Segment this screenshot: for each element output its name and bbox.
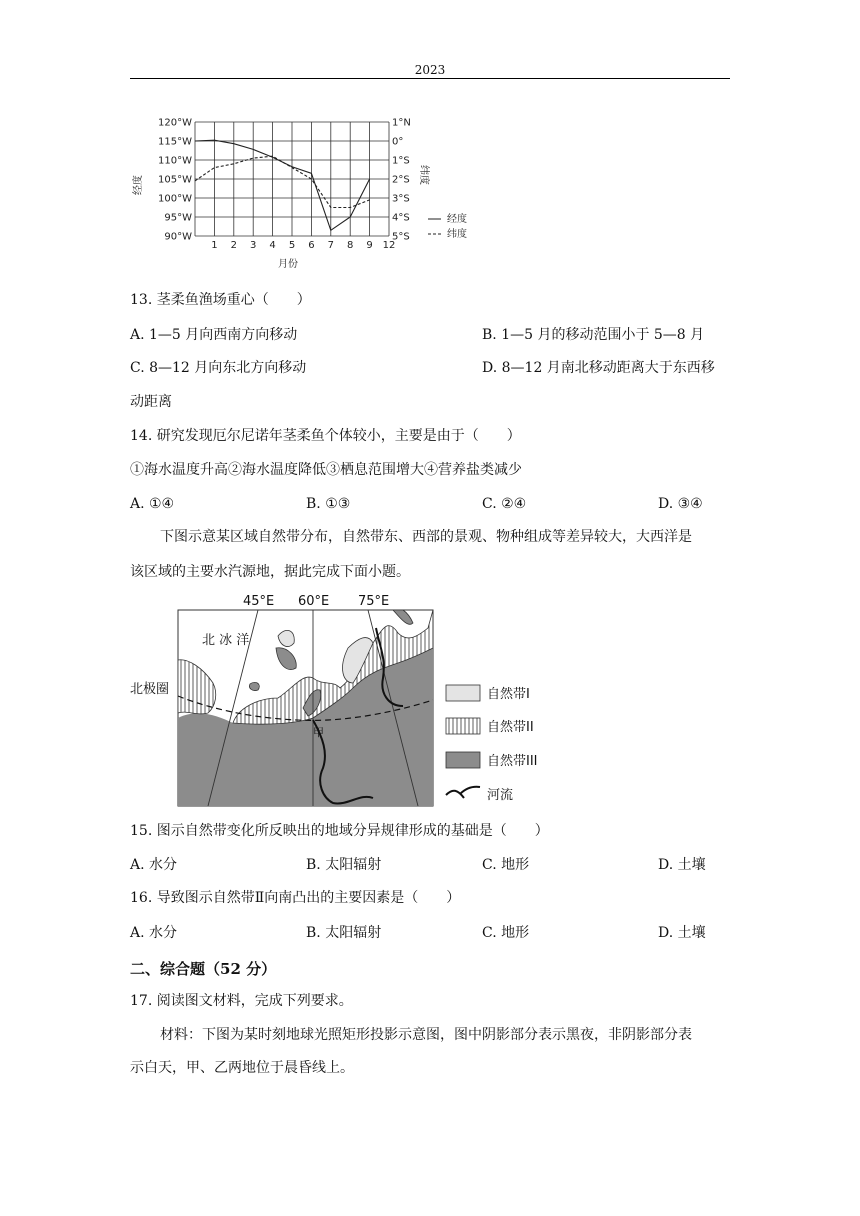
- q16-option-b: B. 太阳辐射: [306, 925, 382, 941]
- chart-y-tick-right: 5°S: [392, 231, 410, 243]
- map-arctic-circle-label: 北极圈: [130, 682, 170, 697]
- intro-line-1: 下图示意某区域自然带分布，自然带东、西部的景观、物种组成等差异较大，大西洋是: [160, 529, 692, 545]
- chart-x-tick: 2: [230, 240, 237, 251]
- intro-line-2: 该区域的主要水汽源地，据此完成下面小题。: [130, 564, 410, 580]
- chart-y-tick-right: 1°S: [392, 155, 410, 167]
- chart-y-tick-right: 0°: [392, 136, 404, 148]
- map-ocean-label: 北 冰 洋: [202, 633, 250, 648]
- chart-x-tick: 3: [250, 240, 257, 251]
- chart-y-tick-right: 4°S: [392, 212, 410, 224]
- q13-option-d: D. 8—12 月南北移动距离大于东西移: [482, 360, 715, 376]
- map-jia-label: 甲: [313, 726, 324, 739]
- chart-x-tick: 4: [269, 240, 276, 251]
- map-lon-45e: 45°E: [243, 594, 275, 609]
- chart-xlabel: 月份: [278, 259, 298, 270]
- section-2-title: 二、综合题（52 分）: [130, 960, 277, 978]
- q13-stem: 13. 茎柔鱼渔场重心（ ）: [130, 292, 311, 308]
- chart-ylabel-right: 纬度: [418, 165, 429, 185]
- q16-option-d: D. 土壤: [658, 925, 706, 941]
- chart-y-tick-right: 2°S: [392, 174, 410, 186]
- q16-stem: 16. 导致图示自然带Ⅱ向南凸出的主要因素是（ ）: [130, 890, 461, 906]
- chart-ylabel-left: 经度: [133, 175, 144, 195]
- chart-x-tick: 1: [211, 240, 218, 251]
- chart-y-tick-left: 115°W: [158, 136, 192, 148]
- chart-y-tick-left: 105°W: [158, 174, 192, 186]
- chart-x-tick: 9: [366, 240, 373, 251]
- chart-y-tick-right: 1°N: [392, 117, 411, 129]
- map-lon-60e: 60°E: [298, 594, 330, 609]
- chart-y-tick-left: 100°W: [158, 193, 192, 205]
- q13-option-d-cont: 动距离: [130, 394, 172, 410]
- q14-option-b: B. ①③: [306, 496, 351, 512]
- chart-y-tick-left: 110°W: [158, 155, 192, 167]
- q14-option-c: C. ②④: [482, 496, 527, 512]
- q14-stem: 14. 研究发现厄尔尼诺年茎柔鱼个体较小，主要是由于（ ）: [130, 428, 521, 444]
- natural-zone-map: [128, 588, 548, 813]
- q15-option-b: B. 太阳辐射: [306, 857, 382, 873]
- q14-option-d: D. ③④: [658, 496, 703, 512]
- chart-y-tick-right: 3°S: [392, 193, 410, 205]
- q14-items: ①海水温度升高②海水温度降低③栖息范围增大④营养盐类减少: [130, 462, 522, 478]
- q13-option-a: A. 1—5 月向西南方向移动: [130, 327, 298, 343]
- q15-option-c: C. 地形: [482, 857, 530, 873]
- q13-option-c: C. 8—12 月向东北方向移动: [130, 360, 307, 376]
- q15-option-a: A. 水分: [130, 857, 178, 873]
- header-divider: [130, 78, 730, 79]
- q13-option-b: B. 1—5 月的移动范围小于 5—8 月: [482, 327, 705, 343]
- q14-option-a: A. ①④: [130, 496, 175, 512]
- page-header-year: 2023: [414, 63, 446, 77]
- chart-y-tick-left: 90°W: [164, 231, 192, 243]
- legend-latitude: 纬度: [447, 229, 467, 240]
- chart-x-tick: 6: [308, 240, 315, 251]
- legend-longitude: 经度: [447, 214, 467, 225]
- map-lon-75e: 75°E: [358, 594, 390, 609]
- chart-x-tick: 5: [288, 240, 296, 251]
- chart-legend: [428, 212, 467, 240]
- legend-zone-1: 自然带I: [487, 687, 530, 702]
- river-icon: [446, 787, 480, 798]
- q16-option-a: A. 水分: [130, 925, 178, 941]
- chart-y-tick-left: 95°W: [164, 212, 192, 224]
- legend-zone-3: 自然带III: [487, 754, 538, 769]
- map-legend: [446, 685, 538, 803]
- q16-option-c: C. 地形: [482, 925, 530, 941]
- chart-x-tick: 12: [382, 240, 396, 251]
- q17-material-line-1: 材料：下图为某时刻地球光照矩形投影示意图，图中阴影部分表示黑夜，非阴影部分表: [160, 1027, 692, 1043]
- chart-y-tick-left: 120°W: [158, 117, 192, 129]
- q17-material-line-2: 示白天，甲、乙两地位于晨昏线上。: [130, 1060, 354, 1076]
- fishing-ground-chart: [125, 110, 467, 270]
- latitude-series-line: [195, 156, 370, 207]
- q15-option-d: D. 土壤: [658, 857, 706, 873]
- q15-stem: 15. 图示自然带变化所反映出的地域分异规律形成的基础是（ ）: [130, 823, 549, 839]
- q17-stem: 17. 阅读图文材料，完成下列要求。: [130, 993, 353, 1009]
- legend-river: 河流: [487, 788, 514, 803]
- legend-zone-2: 自然带II: [487, 720, 534, 735]
- chart-x-tick: 8: [347, 240, 354, 251]
- chart-x-tick: 7: [327, 240, 334, 251]
